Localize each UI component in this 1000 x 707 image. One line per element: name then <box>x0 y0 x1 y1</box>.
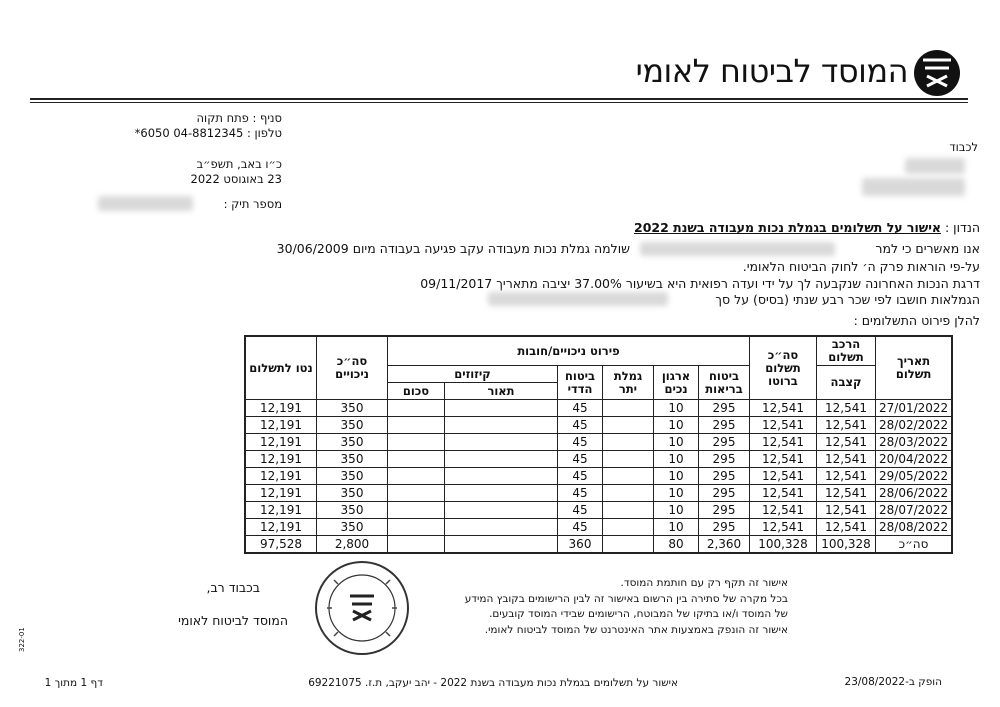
cell-surplus <box>603 485 654 502</box>
cell-mutual: 45 <box>558 485 603 502</box>
nii-logo-icon <box>905 48 969 98</box>
cell-mutual: 45 <box>558 451 603 468</box>
cell-allowance: 12,541 <box>817 451 876 468</box>
cell-date: 28/08/2022 <box>876 519 953 536</box>
cell-desc <box>445 400 558 417</box>
cell-health: 295 <box>699 400 750 417</box>
body-line1-end: שולמה גמלת נכות מעבודה עקב פגיעה בעבודה מיום 30/06/2009 <box>276 241 630 256</box>
total-net: 97,528 <box>245 536 317 554</box>
cell-surplus <box>603 400 654 417</box>
body-line4: הגמלאות חושבו לפי שכר רבע שנתי (בסיס) על סך <box>715 292 980 307</box>
total-gross: 100,328 <box>750 536 817 554</box>
branch-phone: טלפון : 04-8812345 6050* <box>134 126 282 140</box>
cell-total_ded: 350 <box>317 417 388 434</box>
cell-org: 10 <box>654 519 699 536</box>
cell-org: 10 <box>654 468 699 485</box>
subject-line <box>634 220 980 235</box>
cell-total_ded: 350 <box>317 519 388 536</box>
cell-allowance: 12,541 <box>817 434 876 451</box>
body-line3: דרגת הנכות האחרונה שנקבעה לך על ידי ועדה רפואית היא בשיעור 37.00% יציבה מתאריך 09/11/2017 <box>420 276 980 291</box>
cell-mutual: 45 <box>558 468 603 485</box>
cell-net: 12,191 <box>245 400 317 417</box>
header-rule-thin <box>30 102 968 103</box>
cell-health: 295 <box>699 519 750 536</box>
cell-org: 10 <box>654 400 699 417</box>
cell-allowance: 12,541 <box>817 502 876 519</box>
table-row <box>245 417 952 434</box>
cell-health: 295 <box>699 485 750 502</box>
cell-health: 295 <box>699 417 750 434</box>
col-offsets-header: קיזוזים <box>388 366 558 383</box>
total-label: סה״כ <box>876 536 953 554</box>
note-line: של המוסד ו/או בתיקו של המבוטח, הרישומים שבידי המוסד קובעים. <box>489 608 788 620</box>
closing-line1: בכבוד רב, <box>206 580 260 595</box>
col-surplus-header: גמלת יתר <box>603 366 654 400</box>
col-health-header: ביטוח בריאות <box>699 366 750 400</box>
table-total-row <box>245 536 952 554</box>
total-amount <box>388 536 445 554</box>
cell-date: 28/02/2022 <box>876 417 953 434</box>
cell-gross: 12,541 <box>750 417 817 434</box>
total-org: 80 <box>654 536 699 554</box>
cell-amount <box>388 468 445 485</box>
table-row <box>245 451 952 468</box>
cell-allowance: 12,541 <box>817 400 876 417</box>
cell-net: 12,191 <box>245 434 317 451</box>
redacted-salary <box>488 292 668 306</box>
cell-mutual: 45 <box>558 400 603 417</box>
cell-allowance: 12,541 <box>817 468 876 485</box>
footer-doc-title: אישור על תשלומים בגמלת נכות מעבודה בשנת 2022 - יהב יעקב, ת.ז. 69221075 <box>308 677 678 689</box>
total-desc <box>445 536 558 554</box>
cell-total_ded: 350 <box>317 451 388 468</box>
body-line2: על-פי הוראות פרק ה׳ לחוק הביטוח הלאומי. <box>742 259 980 274</box>
cell-health: 295 <box>699 468 750 485</box>
cell-amount <box>388 434 445 451</box>
cell-desc <box>445 434 558 451</box>
header-rule <box>30 98 968 100</box>
cell-total_ded: 350 <box>317 400 388 417</box>
redacted-insured-name <box>640 242 835 256</box>
cell-health: 295 <box>699 451 750 468</box>
total-total_ded: 2,800 <box>317 536 388 554</box>
cell-desc <box>445 468 558 485</box>
col-org-header: ארגון נכים <box>654 366 699 400</box>
cell-gross: 12,541 <box>750 519 817 536</box>
cell-gross: 12,541 <box>750 434 817 451</box>
col-total-deductions-header: סה״כ ניכויים <box>317 336 388 400</box>
cell-date: 27/01/2022 <box>876 400 953 417</box>
total-mutual: 360 <box>558 536 603 554</box>
cell-desc <box>445 485 558 502</box>
side-form-code: 322-01 <box>18 627 26 652</box>
col-mutual-header: ביטוח הדדי <box>558 366 603 400</box>
cell-org: 10 <box>654 502 699 519</box>
cell-surplus <box>603 502 654 519</box>
cell-amount <box>388 502 445 519</box>
payments-table <box>244 335 953 554</box>
body-line1-start: אנו מאשרים כי למר <box>875 241 980 256</box>
cell-net: 12,191 <box>245 468 317 485</box>
cell-desc <box>445 417 558 434</box>
table-row <box>245 468 952 485</box>
col-composition-header: הרכב תשלום <box>817 336 876 366</box>
cell-allowance: 12,541 <box>817 417 876 434</box>
cell-date: 29/05/2022 <box>876 468 953 485</box>
cell-surplus <box>603 451 654 468</box>
cell-allowance: 12,541 <box>817 519 876 536</box>
cell-allowance: 12,541 <box>817 485 876 502</box>
file-number-label: מספר תיק : <box>223 197 282 211</box>
col-desc-header: תאור <box>445 383 558 400</box>
footer-issued: הופק ב-23/08/2022 <box>844 676 942 688</box>
redacted-recipient-name <box>905 158 965 174</box>
cell-date: 20/04/2022 <box>876 451 953 468</box>
cell-desc <box>445 519 558 536</box>
cell-net: 12,191 <box>245 417 317 434</box>
notes-block <box>465 576 788 638</box>
cell-amount <box>388 485 445 502</box>
cell-net: 12,191 <box>245 485 317 502</box>
gregorian-date: 23 באוגוסט 2022 <box>190 172 282 186</box>
redacted-recipient-address <box>862 178 965 196</box>
cell-gross: 12,541 <box>750 485 817 502</box>
col-deductions-header: פירוט ניכויים/חובות <box>388 336 750 366</box>
cell-gross: 12,541 <box>750 502 817 519</box>
redacted-file-number <box>98 196 193 211</box>
cell-date: 28/06/2022 <box>876 485 953 502</box>
cell-gross: 12,541 <box>750 400 817 417</box>
cell-surplus <box>603 468 654 485</box>
cell-mutual: 45 <box>558 502 603 519</box>
note-line: בכל מקרה של סתירה בין הרשום באישור זה לבין הרישומים בקובץ המידע <box>464 592 788 605</box>
col-gross-header: סה״כ תשלום ברוטו <box>750 336 817 400</box>
cell-gross: 12,541 <box>750 451 817 468</box>
note-line: אישור זה הונפק באמצעות אתר האינטרנט של המוסד לביטוח לאומי. <box>484 623 788 636</box>
table-row <box>245 502 952 519</box>
cell-org: 10 <box>654 451 699 468</box>
note-line: אישור זה תקף רק עם חותמת המוסד. <box>620 577 788 589</box>
subject-prefix: הנדון : <box>945 220 980 235</box>
cell-amount <box>388 400 445 417</box>
table-row <box>245 485 952 502</box>
col-net-header: נטו לתשלום <box>245 336 317 400</box>
cell-total_ded: 350 <box>317 502 388 519</box>
table-row <box>245 434 952 451</box>
cell-desc <box>445 451 558 468</box>
cell-gross: 12,541 <box>750 468 817 485</box>
table-row <box>245 519 952 536</box>
table-row <box>245 400 952 417</box>
cell-total_ded: 350 <box>317 468 388 485</box>
cell-total_ded: 350 <box>317 485 388 502</box>
col-amount-header: סכום <box>388 383 445 400</box>
cell-health: 295 <box>699 434 750 451</box>
col-date-header: תאריך תשלום <box>876 336 953 400</box>
cell-org: 10 <box>654 417 699 434</box>
total-health: 2,360 <box>699 536 750 554</box>
cell-desc <box>445 502 558 519</box>
cell-surplus <box>603 434 654 451</box>
cell-amount <box>388 417 445 434</box>
branch-name: סניף : פתח תקוה <box>196 111 282 125</box>
official-seal-icon <box>312 558 412 658</box>
cell-mutual: 45 <box>558 519 603 536</box>
cell-net: 12,191 <box>245 451 317 468</box>
cell-mutual: 45 <box>558 417 603 434</box>
cell-net: 12,191 <box>245 519 317 536</box>
hebrew-date: כ״ו באב, תשפ״ב <box>196 157 282 171</box>
total-allowance: 100,328 <box>817 536 876 554</box>
cell-mutual: 45 <box>558 434 603 451</box>
subject-text: אישור על תשלומים בגמלת נכות מעבודה בשנת 2022 <box>634 220 942 235</box>
closing-line2: המוסד לביטוח לאומי <box>178 613 288 628</box>
col-allowance-header: קצבה <box>817 366 876 400</box>
cell-total_ded: 350 <box>317 434 388 451</box>
recipient-label: לכבוד <box>949 140 978 154</box>
cell-date: 28/07/2022 <box>876 502 953 519</box>
body-line5: להלן פירוט התשלומים : <box>853 313 980 328</box>
cell-health: 295 <box>699 502 750 519</box>
cell-amount <box>388 451 445 468</box>
cell-amount <box>388 519 445 536</box>
cell-org: 10 <box>654 485 699 502</box>
cell-date: 28/03/2022 <box>876 434 953 451</box>
total-surplus <box>603 536 654 554</box>
footer-page-number: דף 1 מתוך 1 <box>44 677 103 689</box>
cell-surplus <box>603 417 654 434</box>
cell-org: 10 <box>654 434 699 451</box>
org-title: המוסד לביטוח לאומי <box>635 52 908 90</box>
cell-surplus <box>603 519 654 536</box>
cell-net: 12,191 <box>245 502 317 519</box>
